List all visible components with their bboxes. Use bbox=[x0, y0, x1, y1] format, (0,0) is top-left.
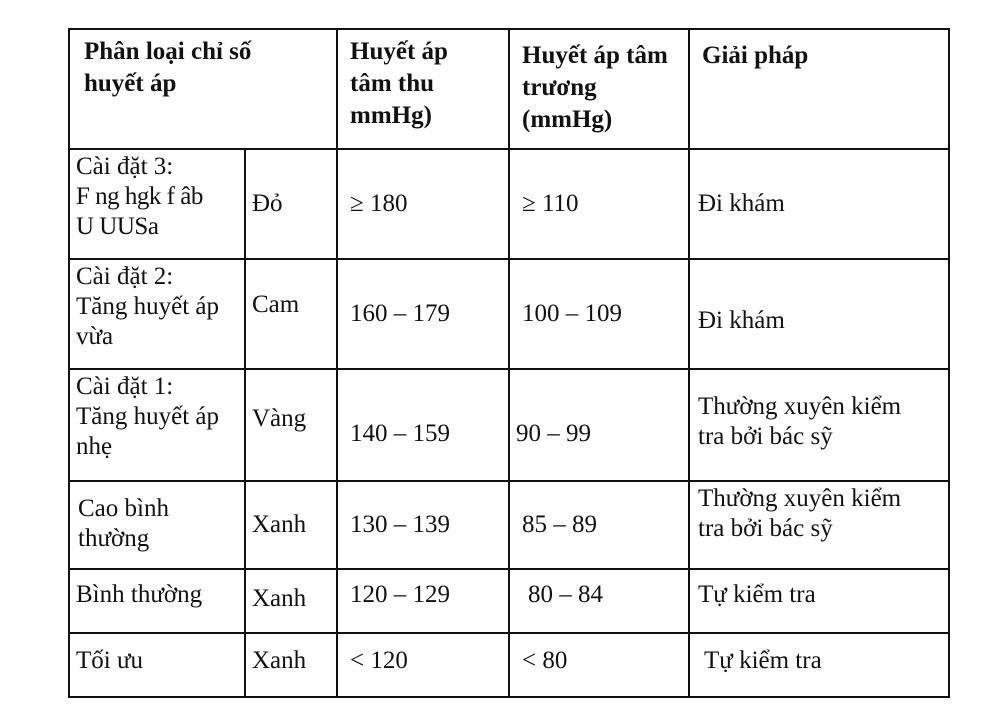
table-row bbox=[69, 259, 949, 369]
table-row bbox=[69, 369, 949, 481]
classification-line: Bình thường bbox=[76, 581, 203, 608]
systolic-cell: 120 – 129 bbox=[337, 569, 509, 633]
color-cell: Xanh bbox=[245, 569, 337, 633]
solution-cell bbox=[689, 149, 949, 259]
classification-line: Tối ưu bbox=[76, 647, 144, 674]
header-systolic-line: tâm thu bbox=[350, 70, 435, 97]
header-classification-line: Phân loại chỉ số bbox=[84, 38, 252, 65]
solution-line: Tự kiểm tra bbox=[704, 647, 822, 674]
classification-line: U UUSa bbox=[76, 213, 159, 240]
classification-cell bbox=[69, 481, 245, 569]
header-solution-line: Giải pháp bbox=[702, 42, 809, 69]
classification-cell bbox=[69, 259, 245, 369]
color-cell: Xanh bbox=[245, 633, 337, 697]
header-diastolic bbox=[509, 29, 689, 149]
header-row bbox=[69, 29, 949, 149]
solution-cell bbox=[689, 633, 949, 697]
table-row bbox=[69, 481, 949, 569]
color-cell: Xanh bbox=[245, 481, 337, 569]
solution-line: Đi khám bbox=[698, 307, 785, 334]
diastolic-cell: 85 – 89 bbox=[509, 481, 689, 569]
solution-line: tra bởi bác sỹ bbox=[698, 515, 833, 542]
systolic-cell: 140 – 159 bbox=[337, 369, 509, 481]
table-row bbox=[69, 569, 949, 633]
classification-line: thường bbox=[78, 525, 150, 552]
classification-line: Cao bình bbox=[78, 495, 169, 522]
solution-line: Thường xuyên kiểm bbox=[698, 485, 902, 512]
diastolic-cell: ≥ 110 bbox=[509, 149, 689, 259]
solution-cell bbox=[689, 569, 949, 633]
solution-cell bbox=[689, 481, 949, 569]
classification-line: Cài đặt 2: bbox=[76, 263, 174, 290]
solution-line: tra bởi bác sỹ bbox=[698, 423, 833, 450]
color-cell: Vàng bbox=[245, 369, 337, 481]
classification-cell bbox=[69, 149, 245, 259]
solution-line: Tự kiểm tra bbox=[698, 581, 816, 608]
diastolic-cell: 80 – 84 bbox=[509, 569, 689, 633]
header-systolic bbox=[337, 29, 509, 149]
solution-cell bbox=[689, 369, 949, 481]
classification-line: vừa bbox=[76, 323, 114, 350]
classification-line: Cài đặt 1: bbox=[76, 373, 174, 400]
header-systolic-line: Huyết áp bbox=[350, 38, 448, 65]
solution-line: Đi khám bbox=[698, 190, 785, 217]
diastolic-cell: 100 – 109 bbox=[509, 259, 689, 369]
solution-line: Thường xuyên kiểm bbox=[698, 393, 902, 420]
header-classification bbox=[69, 29, 337, 149]
classification-cell bbox=[69, 369, 245, 481]
classification-line: Tăng huyết áp bbox=[76, 403, 220, 430]
header-solution bbox=[689, 29, 949, 149]
systolic-cell: 130 – 139 bbox=[337, 481, 509, 569]
color-cell: Cam bbox=[245, 259, 337, 369]
classification-line: F ng hgk f âb bbox=[76, 183, 203, 210]
classification-line: Cài đặt 3: bbox=[76, 153, 174, 180]
header-diastolic-line: (mmHg) bbox=[522, 106, 613, 133]
solution-cell bbox=[689, 259, 949, 369]
systolic-cell: < 120 bbox=[337, 633, 509, 697]
diastolic-cell: 90 – 99 bbox=[509, 369, 689, 481]
header-systolic-line: mmHg) bbox=[350, 102, 432, 129]
classification-cell bbox=[69, 569, 245, 633]
classification-line: Tăng huyết áp bbox=[76, 293, 220, 320]
blood-pressure-table bbox=[68, 28, 950, 698]
systolic-cell: ≥ 180 bbox=[337, 149, 509, 259]
table-row bbox=[69, 633, 949, 697]
classification-line: nhẹ bbox=[76, 433, 113, 460]
systolic-cell: 160 – 179 bbox=[337, 259, 509, 369]
header-diastolic-line: Huyết áp tâm bbox=[522, 42, 668, 69]
header-classification-line: huyết áp bbox=[84, 70, 177, 97]
header-diastolic-line: trương bbox=[522, 74, 597, 101]
diastolic-cell: < 80 bbox=[509, 633, 689, 697]
color-cell: Đỏ bbox=[245, 149, 337, 259]
classification-cell bbox=[69, 633, 245, 697]
table-row bbox=[69, 149, 949, 259]
